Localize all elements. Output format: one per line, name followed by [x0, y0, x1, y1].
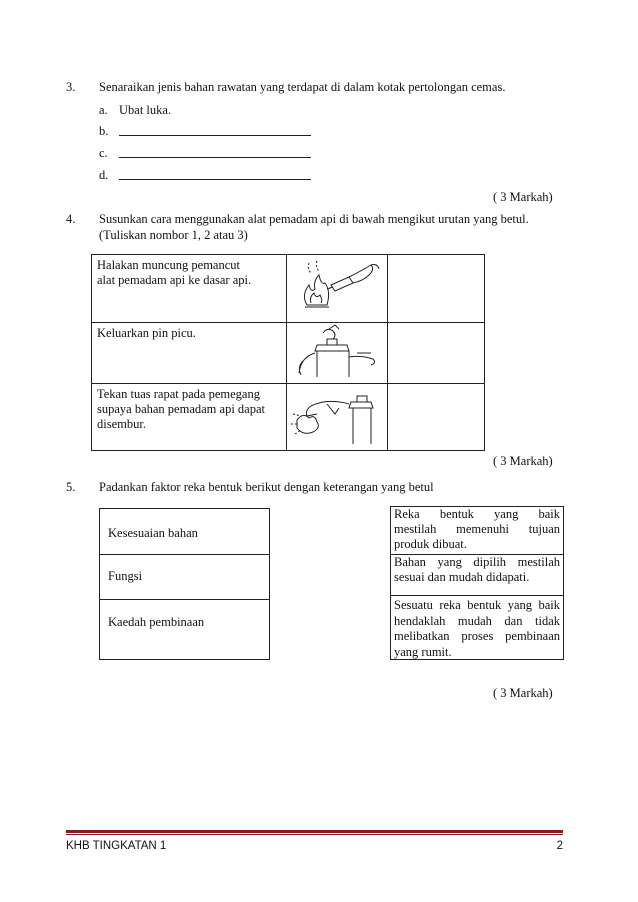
q4-marks: ( 3 Markah) — [493, 454, 553, 468]
q4-step-line: Halakan muncung pemancut — [97, 258, 241, 272]
q3-answer-line-d[interactable] — [119, 179, 311, 180]
q3-marks: ( 3 Markah) — [493, 190, 553, 204]
q5-right-line: sesuai dan mudah didapati. — [394, 570, 530, 584]
q4-step-text — [92, 323, 287, 384]
q5-left-item[interactable]: Kesesuaian bahan — [108, 526, 198, 540]
q4-number: 4. — [66, 212, 76, 226]
q3-item-b-label: b. — [99, 124, 109, 138]
q4-row — [92, 255, 485, 323]
q4-step-text — [92, 255, 287, 323]
footer — [66, 840, 563, 852]
q5-right-line: yang rumit. — [394, 644, 452, 659]
q5-right-item[interactable] — [394, 507, 560, 552]
q3-answer-line-c[interactable] — [119, 157, 311, 158]
q3-answer-line-b[interactable] — [119, 135, 311, 136]
q4-step-line: alat pemadam api ke dasar api. — [97, 273, 252, 287]
q5-left-box — [99, 508, 270, 660]
q3-item-d-label: d. — [99, 168, 109, 182]
extinguisher-pin-illustration — [286, 323, 387, 384]
q4-step-line: Keluarkan pin picu. — [97, 326, 196, 340]
q5-right-line: melibatkan proses pembinaan — [394, 629, 560, 643]
q4-step-line: supaya bahan pemadam api dapat — [97, 402, 265, 416]
q3-item-a-label: a. — [99, 103, 108, 117]
footer-title: KHB TINGKATAN 1 — [66, 840, 167, 852]
q5-left-divider — [100, 554, 269, 555]
q4-answer-cell[interactable] — [388, 323, 485, 384]
page-number: 2 — [556, 840, 563, 852]
q3-item-c-label: c. — [99, 146, 108, 160]
q5-right-line: Reka bentuk yang baik — [394, 507, 560, 521]
q4-answer-cell[interactable] — [388, 384, 485, 451]
q3-number: 3. — [66, 80, 76, 94]
q4-step-text — [92, 384, 287, 451]
footer-rule-thick — [66, 830, 563, 833]
q4-row — [92, 384, 485, 451]
q3-text: Senaraikan jenis bahan rawatan yang terdapat di dalam kotak pertolongan cemas. — [99, 80, 506, 94]
q4-table — [91, 254, 485, 451]
q5-right-divider — [391, 595, 563, 596]
q5-right-item[interactable] — [394, 598, 560, 660]
q5-left-divider — [100, 599, 269, 600]
q3-item-a-value: Ubat luka. — [119, 103, 172, 117]
q5-right-box — [390, 506, 564, 660]
q5-right-line: hendaklah mudah dan tidak — [394, 613, 560, 628]
q5-number: 5. — [66, 480, 76, 494]
q4-row — [92, 323, 485, 384]
extinguisher-spray-illustration — [286, 384, 387, 451]
q5-left-item[interactable]: Kaedah pembinaan — [108, 615, 205, 629]
q4-answer-cell[interactable] — [388, 255, 485, 323]
q5-right-line: mestilah memenuhi tujuan — [394, 522, 560, 536]
q5-text: Padankan faktor reka bentuk berikut dengan keterangan yang betul — [99, 480, 434, 494]
footer-rule-thin — [66, 834, 563, 835]
q5-marks: ( 3 Markah) — [493, 686, 553, 700]
q4-text: Susunkan cara menggunakan alat pemadam api di bawah mengikut urutan yang betul. — [99, 212, 529, 226]
q5-right-line: produk dibuat. — [394, 537, 467, 551]
q5-left-item[interactable]: Fungsi — [108, 569, 143, 583]
q5-right-line: Sesuatu reka bentuk yang baik — [394, 598, 560, 612]
q4-step-line: disembur. — [97, 417, 146, 431]
q5-right-item[interactable] — [394, 555, 560, 585]
q4-step-line: Tekan tuas rapat pada pemegang — [97, 387, 260, 401]
q4-subtext: (Tuliskan nombor 1, 2 atau 3) — [99, 228, 248, 242]
fire-nozzle-illustration — [286, 255, 387, 323]
q5-right-line: Bahan yang dipilih mestilah — [394, 555, 560, 569]
